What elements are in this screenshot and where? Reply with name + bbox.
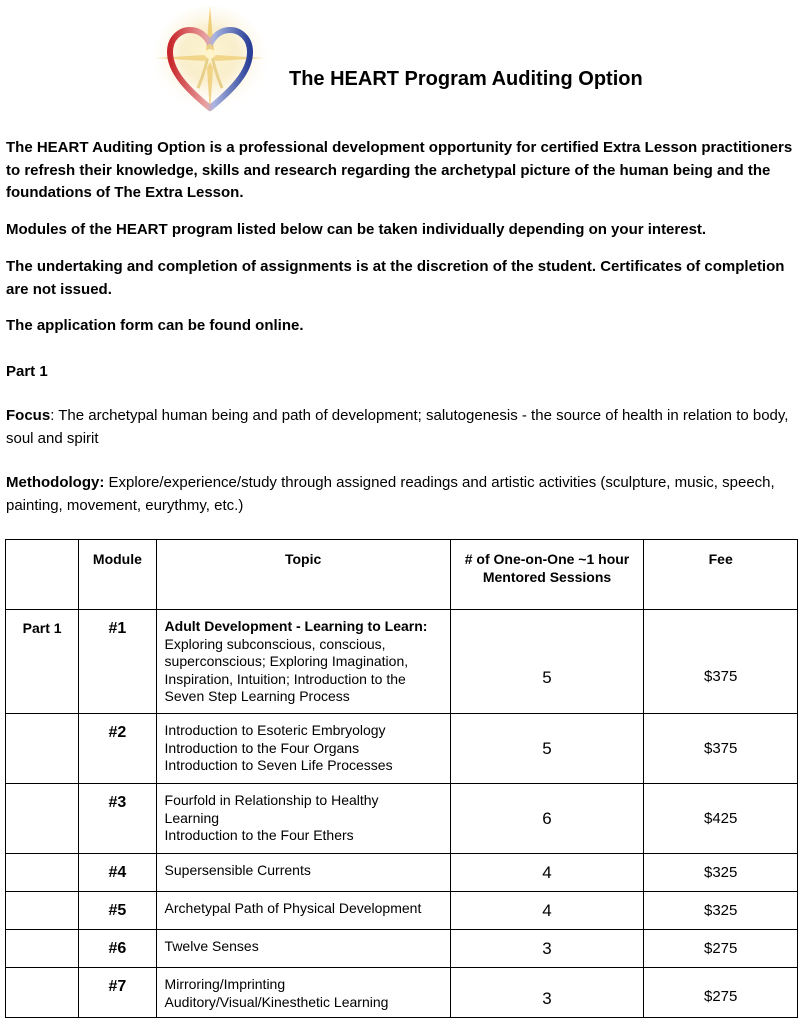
module-number: #5 [79, 892, 156, 930]
fee-value: $425 [644, 784, 798, 854]
intro-paragraph-1: The HEART Auditing Option is a professional development opportunity for certified Extra Lesson practitioners to refresh their knowledge, skills and research regarding the archetypal picture of the human being and the foundations of The Extra Lesson. [6, 139, 793, 201]
header-module: Module [79, 540, 156, 610]
sessions-count: 6 [450, 784, 644, 854]
fee-value: $325 [644, 892, 798, 930]
table-header-row [6, 540, 798, 610]
topic-line: Introduction to the Four Organs [164, 739, 360, 756]
part-cell [6, 968, 79, 1018]
topic-line: Auditory/Visual/Kinesthetic Learning [164, 993, 389, 1010]
module-number: #4 [79, 854, 156, 892]
header-fee: Fee [644, 540, 798, 610]
topic-cell [156, 930, 450, 968]
part-cell [6, 854, 79, 892]
focus-text: : The archetypal human being and path of development; salutogenesis - the source of health in relation to body, soul and spirit [6, 407, 789, 447]
methodology-text: Explore/experience/study through assigned readings and artistic activities (sculpture, music, speech, painting, movement, eurythmy, etc.) [6, 474, 775, 514]
part-cell: Part 1 [6, 610, 79, 714]
sessions-count: 3 [450, 930, 644, 968]
fee-value: $275 [644, 930, 798, 968]
topic-cell [156, 854, 450, 892]
topic-line: Introduction to Esoteric Embryology [164, 722, 386, 738]
focus-paragraph [6, 405, 796, 450]
heart-star-logo-icon [148, 4, 272, 122]
fee-value: $375 [644, 610, 798, 714]
part-cell [6, 930, 79, 968]
topic-line: Introduction to Seven Life Processes [164, 757, 393, 773]
topic-line: Fourfold in Relationship to Healthy Learning [164, 792, 379, 826]
topic-line: Exploring subconscious, conscious, superconscious; Exploring Imagination, Inspiration, Intuition; Introduction to the Seven Step Learning Process [164, 635, 409, 704]
topic-line: Supersensible Currents [164, 862, 311, 878]
table-row [6, 892, 798, 930]
fee-value: $275 [644, 968, 798, 1018]
table-row [6, 610, 798, 714]
fee-value: $325 [644, 854, 798, 892]
topic-cell [156, 610, 450, 714]
topic-title: Adult Development - Learning to Learn: [164, 618, 428, 634]
sessions-count: 3 [450, 968, 644, 1018]
table-row [6, 784, 798, 854]
part-cell [6, 784, 79, 854]
sessions-count: 4 [450, 854, 644, 892]
header-sessions: # of One-on-One ~1 hour Mentored Sessions [450, 540, 644, 610]
sessions-count: 5 [450, 714, 644, 784]
focus-label: Focus [6, 407, 51, 424]
header-topic: Topic [156, 540, 450, 610]
topic-line: Twelve Senses [164, 938, 259, 954]
table-row [6, 930, 798, 968]
page-title: The HEART Program Auditing Option [289, 68, 643, 90]
sessions-count: 4 [450, 892, 644, 930]
module-number: #7 [79, 968, 156, 1018]
topic-cell [156, 968, 450, 1018]
part-cell [6, 714, 79, 784]
application-note: The application form can be found online. [6, 317, 304, 334]
methodology-label: Methodology: [6, 474, 105, 491]
intro-paragraph-3: The undertaking and completion of assignments is at the discretion of the student. Certificates of completion are not issued. [6, 258, 785, 298]
module-number: #6 [79, 930, 156, 968]
methodology-paragraph [6, 472, 796, 517]
module-number: #2 [79, 714, 156, 784]
modules-table [5, 539, 798, 1018]
module-number: #3 [79, 784, 156, 854]
topic-cell [156, 784, 450, 854]
intro-section [6, 137, 796, 517]
topic-cell [156, 714, 450, 784]
table-row [6, 714, 798, 784]
fee-value: $375 [644, 714, 798, 784]
topic-line: Introduction to the Four Ethers [164, 827, 354, 843]
topic-line: Archetypal Path of Physical Development [164, 900, 422, 916]
table-row [6, 968, 798, 1018]
part-cell [6, 892, 79, 930]
header-part [6, 540, 79, 610]
intro-paragraph-2: Modules of the HEART program listed below can be taken individually depending on your interest. [6, 220, 707, 238]
topic-line: Mirroring/Imprinting [164, 976, 286, 992]
sessions-count: 5 [450, 610, 644, 714]
part-heading: Part 1 [6, 362, 48, 380]
topic-cell [156, 892, 450, 930]
table-row [6, 854, 798, 892]
module-number: #1 [79, 610, 156, 714]
